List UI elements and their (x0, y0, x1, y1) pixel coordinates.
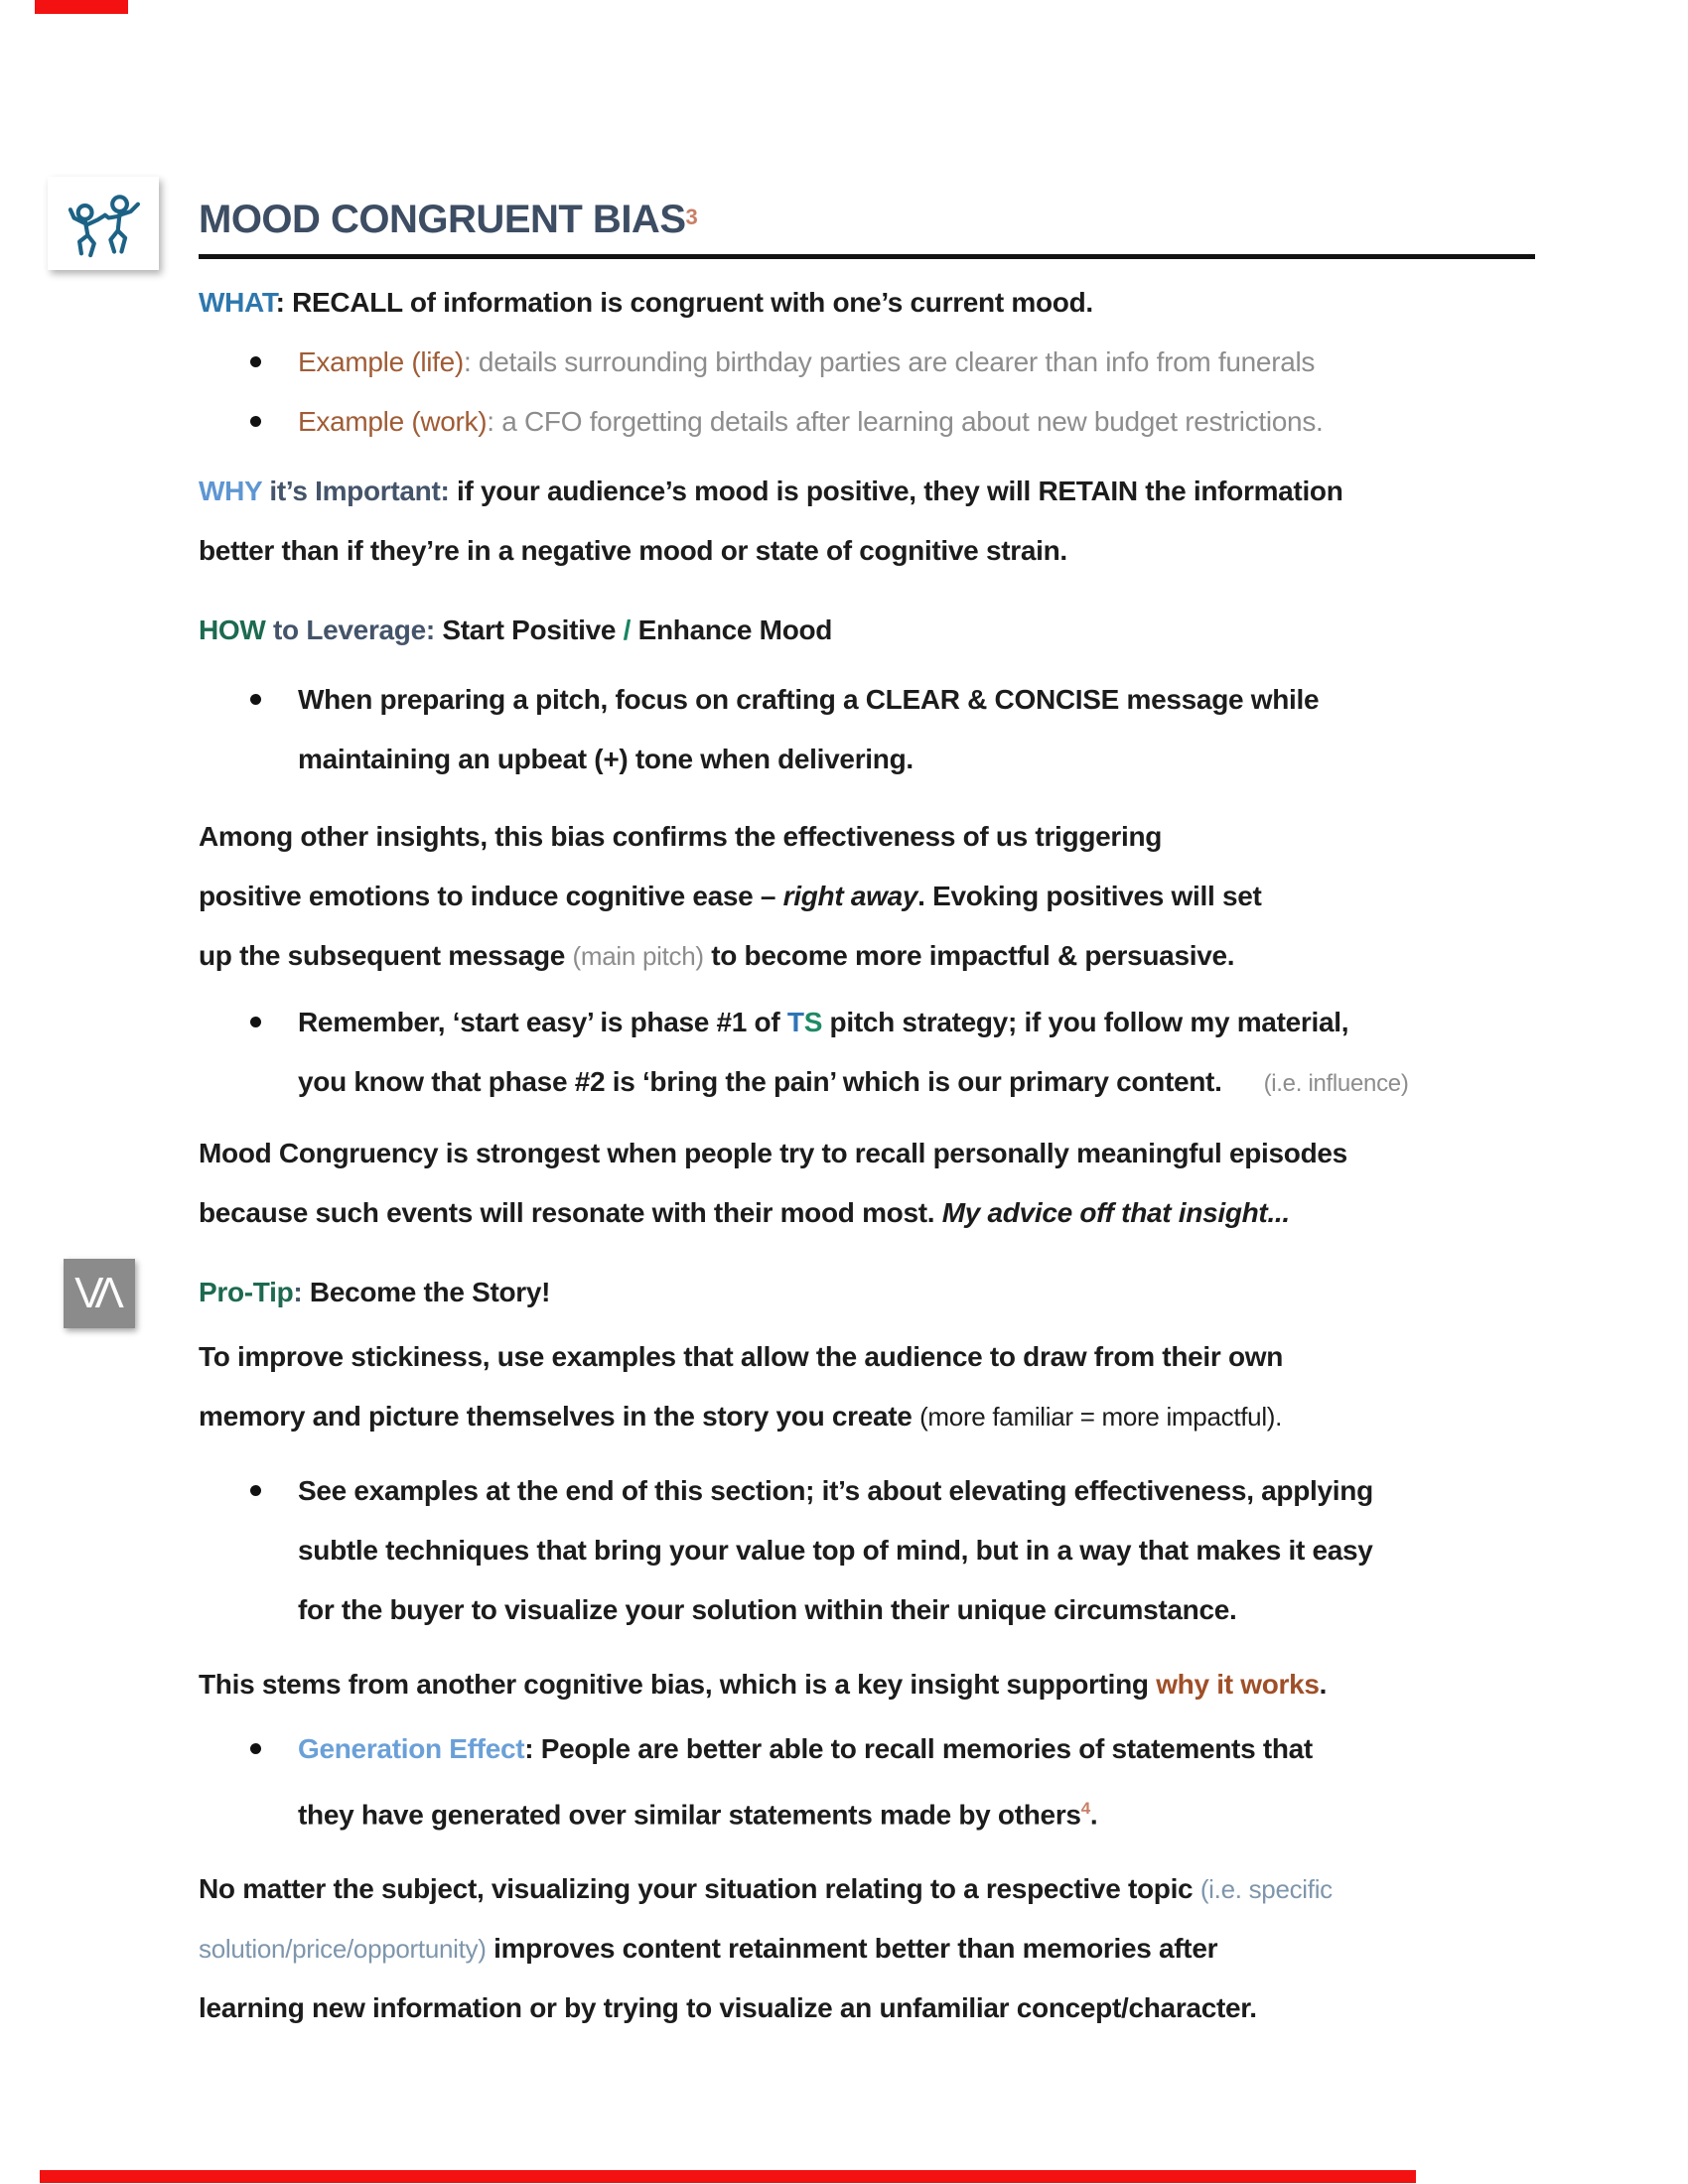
text-run: Mood Congruency is strongest when people try to recall personally meaningful episodes (199, 1138, 1347, 1168)
text-run: positive emotions to induce cognitive ease – (199, 881, 783, 911)
dancing-people-glyph (58, 185, 149, 262)
text-run: because such events will resonate with their mood most. (199, 1197, 942, 1228)
text-run: you know that phase #2 is ‘bring the pain’ which is our primary content. (298, 1066, 1222, 1097)
text-line (298, 730, 1535, 789)
bullet-example-life (199, 333, 1535, 392)
section-title-text: MOOD CONGRUENT BIAS (199, 198, 686, 241)
text-run: No matter the subject, visualizing your situation relating to a respective topic (199, 1873, 1200, 1905)
text-run: pitch strategy; if you follow my material, (822, 1007, 1349, 1037)
text-run: improves content retainment better than memories after (486, 1933, 1218, 1965)
text-run: : People are better able to recall memories of statements that (524, 1733, 1313, 1764)
text-run: up the subsequent message (199, 940, 573, 971)
aside-specific-end: solution/price/opportunity) (199, 1934, 487, 1965)
text-run: to become more impactful & persuasive. (703, 940, 1235, 971)
text-run: maintaining an upbeat (+) tone when delivering. (298, 744, 914, 774)
red-annotation-mark-top (35, 0, 128, 14)
text-run: : details surrounding birthday parties are clearer than info from funerals (463, 346, 1316, 377)
among-insights-paragraph (199, 807, 1535, 986)
how-strategy-1: Start Positive (442, 614, 624, 645)
example-bullet-list (199, 333, 1535, 452)
protip-title: Become the Story! (309, 1277, 551, 1307)
see-examples-bullet-list (199, 1461, 1535, 1640)
text-run: . (1089, 1799, 1098, 1831)
why-label: WHY (199, 476, 262, 506)
text-line (199, 1124, 1535, 1183)
protip-label: Pro-Tip (199, 1277, 294, 1307)
text-line (298, 1779, 1535, 1844)
text-line (298, 993, 1535, 1052)
text-line (298, 1580, 1535, 1640)
text-run: better than if they’re in a negative mood or state of cognitive strain. (199, 535, 1067, 566)
text-run: they have generated over similar statements made by others (298, 1799, 1081, 1831)
document-content (199, 197, 1535, 2038)
text-line (298, 1521, 1535, 1580)
example-life-label: Example (life) (298, 346, 464, 377)
text-line (199, 1263, 1535, 1322)
text-run: : (293, 1277, 310, 1307)
emphasis-my-advice: My advice off that insight... (941, 1197, 1290, 1228)
generation-effect-label: Generation Effect (298, 1733, 525, 1764)
slash-separator: / (623, 614, 632, 645)
text-line (298, 333, 1535, 392)
when-bullet-list (199, 670, 1535, 789)
ts-monogram-s: S (803, 1007, 823, 1037)
text-line (298, 1461, 1535, 1521)
section-title (199, 197, 1535, 259)
text-line (199, 807, 1535, 867)
bullet-remember (199, 993, 1535, 1114)
text-run: : a CFO forgetting details after learning about new budget restrictions. (487, 406, 1324, 437)
ts-monogram-t: T (786, 1007, 804, 1037)
generation-effect-bullet-list (199, 1719, 1535, 1844)
text-line (199, 601, 1535, 660)
text-run: When preparing a pitch, focus on crafting a CLEAR & CONCISE message while (298, 684, 1320, 715)
bullet-example-work (199, 392, 1535, 452)
text-run: Among other insights, this bias confirms the effectiveness of us triggering (199, 821, 1163, 852)
what-label: WHAT (199, 287, 276, 318)
text-line (199, 273, 1535, 333)
dancing-people-icon (48, 177, 159, 270)
text-line (199, 1979, 1535, 2038)
text-run: for the buyer to visualize your solution within their unique circumstance. (298, 1594, 1237, 1625)
text-run: This stems from another cognitive bias, which is a key insight supporting (199, 1669, 1157, 1700)
footnote-ref-3: 3 (685, 205, 698, 229)
text-run: if your audience’s mood is positive, they will RETAIN the information (457, 476, 1343, 506)
text-line (199, 521, 1535, 581)
text-line (199, 1387, 1535, 1446)
aside-specific-start: (i.e. specific (1199, 1874, 1333, 1905)
what-paragraph (199, 273, 1535, 333)
text-run: memory and picture themselves in the story you create (199, 1401, 920, 1432)
aside-more-familiar: (more familiar = more impactful). (919, 1402, 1283, 1432)
text-line (199, 1919, 1535, 1979)
bullet-see-examples (199, 1461, 1535, 1640)
why-sublabel: it’s Important: (261, 476, 458, 506)
text-run: : RECALL of information is congruent with one’s current mood. (275, 287, 1093, 318)
text-line (298, 670, 1535, 730)
text-run: learning new information or by trying to visualize an unfamiliar concept/character. (199, 1992, 1257, 2024)
text-run: Remember, ‘start easy’ is phase #1 of (298, 1007, 787, 1037)
text-line (199, 1859, 1535, 1919)
text-line (199, 926, 1535, 986)
how-label: HOW (199, 614, 266, 645)
text-line (199, 462, 1535, 521)
mood-congruency-paragraph (199, 1124, 1535, 1243)
text-line (298, 1052, 1535, 1114)
how-sublabel: to Leverage: (265, 614, 443, 645)
text-run: See examples at the end of this section; it’s about elevating effectiveness, applying (298, 1475, 1373, 1506)
improve-stickiness-paragraph (199, 1327, 1535, 1446)
protip-paragraph (199, 1263, 1535, 1322)
text-line (298, 1719, 1535, 1779)
emphasis-right-away: right away (782, 881, 918, 911)
footnote-ref-4: 4 (1080, 1799, 1090, 1818)
stems-paragraph (199, 1655, 1535, 1714)
bullet-when-preparing (199, 670, 1535, 789)
example-work-label: Example (work) (298, 406, 488, 437)
remember-bullet-list (199, 993, 1535, 1114)
text-line (199, 1655, 1535, 1714)
text-line (199, 1327, 1535, 1387)
why-paragraph (199, 462, 1535, 581)
how-strategy-2: Enhance Mood (631, 614, 833, 645)
text-run: To improve stickiness, use examples that allow the audience to draw from their own (199, 1341, 1284, 1372)
text-run: . (1319, 1669, 1328, 1700)
how-paragraph (199, 601, 1535, 660)
text-line (199, 867, 1535, 926)
va-logo (64, 1259, 135, 1328)
aside-influence: (i.e. influence) (1263, 1070, 1409, 1097)
text-run: . Evoking positives will set (917, 881, 1262, 911)
aside-main-pitch: (main pitch) (572, 941, 704, 971)
bullet-generation-effect (199, 1719, 1535, 1844)
va-logo-text: VΛ (74, 1269, 115, 1317)
why-it-works-link-text: why it works (1156, 1669, 1320, 1700)
no-matter-paragraph (199, 1859, 1535, 2038)
text-line (199, 1183, 1535, 1243)
text-run: subtle techniques that bring your value top of mind, but in a way that makes it easy (298, 1535, 1373, 1566)
red-annotation-mark-bottom (40, 2170, 1416, 2183)
text-line (298, 392, 1535, 452)
